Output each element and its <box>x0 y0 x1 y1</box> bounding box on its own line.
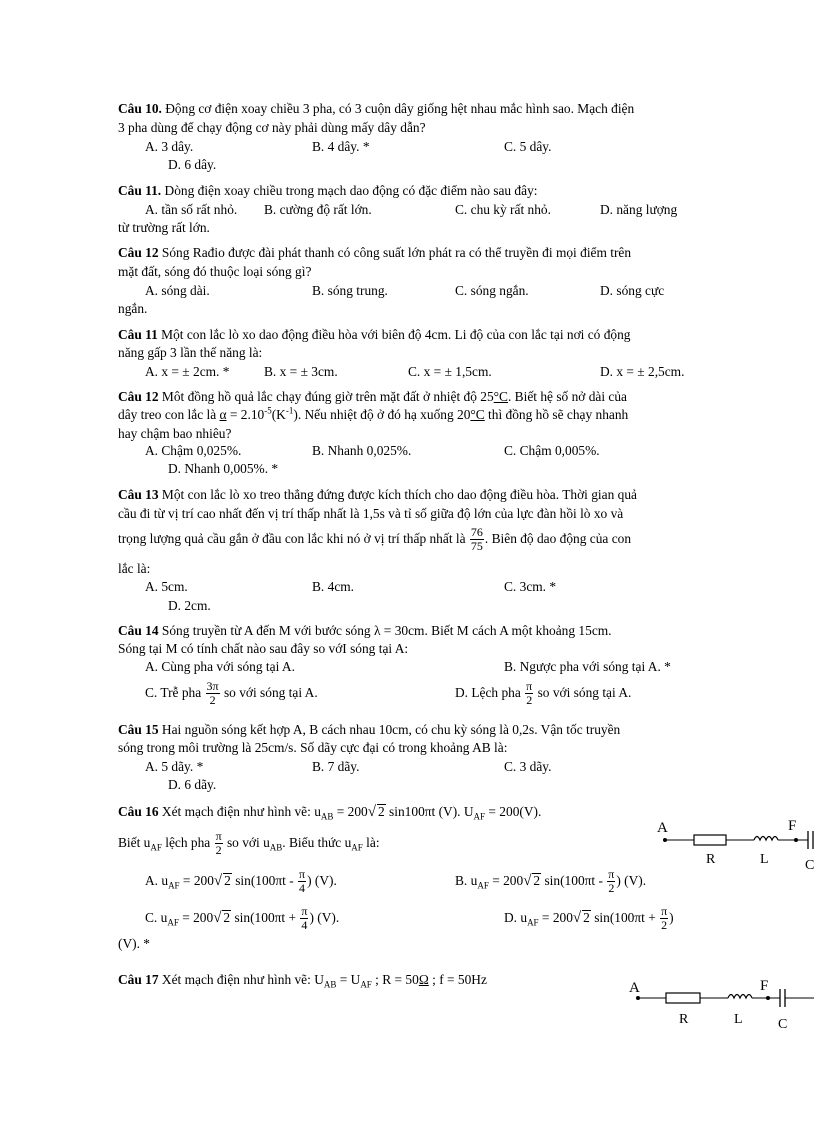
q16-t2d: . Biểu thức u <box>282 835 352 850</box>
q16-b-fraction <box>607 868 615 895</box>
q12b-t1b: . Biết hệ số nở dài của <box>507 389 627 404</box>
resistor-icon <box>694 835 726 845</box>
q11b-option-c: C. x = ± 1,5cm. <box>408 364 492 379</box>
q16-t2sub2: AB <box>269 842 283 853</box>
q16-line1 <box>118 804 541 820</box>
q15-text1: Hai nguồn sóng kết hợp A, B cách nhau 10cm, có chu kỳ sóng là 0,2s. Vận tốc truyền <box>158 722 621 737</box>
q15-option-a: A. 5 dãy. * <box>145 759 204 774</box>
q16-t2-fraction <box>215 830 223 857</box>
q16-d-den: 2 <box>661 918 668 933</box>
q12b-t1a: Môt đồng hồ quả lắc chạy đúng giờ trên mặt đất ở nhiệt độ 25 <box>158 389 494 404</box>
q16-t1sq: 2 <box>378 804 385 819</box>
sqrt-sign-icon: √ <box>523 873 532 889</box>
q12a-label: Câu 12 <box>118 245 159 260</box>
q14-option-b: B. Ngược pha với sóng tại A. * <box>504 659 671 674</box>
q12b-option-d: D. Nhanh 0,005%. * <box>168 461 279 476</box>
q12b-t2deg: °C <box>470 407 485 422</box>
q12b-option-a: A. Chậm 0,025%. <box>145 443 242 458</box>
circuit-label-c: C <box>805 858 815 873</box>
q15-option-b: B. 7 dãy. <box>312 759 360 774</box>
q15-option-d: D. 6 dãy. <box>168 777 217 792</box>
q16-c-b: = 200 <box>178 910 214 925</box>
q17-t1b: = U <box>336 972 361 987</box>
q11b-option-b: B. x = ± 3cm. <box>264 364 338 379</box>
q10-option-a: A. 3 dây. <box>145 139 194 154</box>
q11b-label: Câu 11 <box>118 327 158 342</box>
q17-t1a: Xét mạch điện như hình vẽ: U <box>158 972 324 987</box>
q10-line2: 3 pha dùng để chạy động cơ này phải dùng mấy dây dẫn? <box>118 120 426 135</box>
q12b-t1deg: °C <box>493 389 508 404</box>
q14-d2: so với sóng tại A. <box>534 685 632 700</box>
q14-line2: Sóng tại M có tính chất nào sau đây so vớI sóng tại A: <box>118 641 409 656</box>
q16-d-d: ) <box>669 910 674 925</box>
q12a-option-d: D. sóng cực <box>600 283 665 298</box>
q11a-option-b: B. cường độ rất lớn. <box>264 202 372 217</box>
circuit-label-r: R <box>679 1012 689 1027</box>
q15-option-c: C. 3 dãy. <box>504 759 552 774</box>
q14-text1: Sóng truyền từ A đến M với bước sóng λ = 30cm. Biết M cách A một khoảng 15cm. <box>158 623 612 638</box>
q14-label: Câu 14 <box>118 623 159 638</box>
sqrt-sign-icon: √ <box>367 804 376 820</box>
q16-t2e: là: <box>362 835 380 850</box>
q16-d-b: = 200 <box>538 910 573 925</box>
q14-c2: so với sóng tại A. <box>220 685 318 700</box>
q13-option-b: B. 4cm. <box>312 579 355 594</box>
circuit-diagram-q16 <box>650 815 816 875</box>
q16-d-pre: D. u <box>504 910 528 925</box>
q16-t2a: Biết u <box>118 835 151 850</box>
q16-a-d: ) (V). <box>307 873 337 888</box>
q13-option-c: C. 3cm. * <box>504 579 557 594</box>
q16-t1d: = 200(V). <box>485 804 542 819</box>
q11b-line1 <box>118 327 631 343</box>
q16-b-d: ) (V). <box>616 873 647 888</box>
circuit-label-f: F <box>760 978 769 994</box>
q12b-option-b: B. Nhanh 0,025%. <box>312 443 412 458</box>
sqrt-sign-icon: √ <box>213 873 223 889</box>
q16-c-num: π <box>301 904 308 919</box>
q16-d-sub: AF <box>527 917 539 928</box>
q15-line2: sóng trong môi trường là 25cm/s. Số dãy cực đại có trong khoảng AB là: <box>118 740 508 755</box>
q12b-line1 <box>118 389 627 405</box>
q10-option-c: C. 5 dây. <box>504 139 552 154</box>
q16-a-den: 4 <box>299 881 306 896</box>
circuit-label-r: R <box>706 852 716 867</box>
q16-b-b: = 200 <box>488 873 524 888</box>
q12b-alpha: α <box>219 407 227 422</box>
sqrt-sign-icon: √ <box>213 910 222 926</box>
q16-b-c: sin(100πt - <box>541 873 607 888</box>
q12b-t2d: ). Nếu nhiệt độ ở đó hạ xuống 20 <box>293 407 471 422</box>
q13-text1: Một con lắc lò xo treo thẳng đứng được kích thích cho dao động điều hòa. Thời gian quả <box>158 487 637 502</box>
q16-t2c: so với u <box>223 835 270 850</box>
q16-t2sub3: AF <box>351 842 363 853</box>
q11b-option-a: A. x = ± 2cm. * <box>145 364 230 379</box>
q16-a-pre: A. u <box>145 873 169 888</box>
q17-ohm: Ω <box>418 972 429 987</box>
q11b-option-d: D. x = ± 2,5cm. <box>600 364 685 379</box>
q16-a-fraction <box>298 868 306 895</box>
q12b-line2 <box>118 407 628 423</box>
q13-option-a: A. 5cm. <box>145 579 188 594</box>
q13-fraction-den: 75 <box>470 539 483 554</box>
circuit-diagram-q17 <box>622 975 816 1037</box>
q15-line1 <box>118 722 620 738</box>
q13-option-d: D. 2cm. <box>168 598 211 613</box>
q16-t1a: Xét mạch điện như hình vẽ: u <box>158 804 321 819</box>
q16-b-sub: AF <box>477 880 489 891</box>
q16-c-sq: 2 <box>223 910 231 925</box>
q16-b-den: 2 <box>608 881 615 896</box>
q12b-t2b: = 2.10 <box>226 407 265 422</box>
q17-t1d: ; f = 50Hz <box>428 972 487 987</box>
sqrt-sign-icon: √ <box>572 910 582 926</box>
q14-line1 <box>118 623 612 639</box>
q10-label: Câu 10. <box>118 101 162 116</box>
q16-a-sub: AF <box>168 880 180 891</box>
q14-c-num: 3π <box>206 679 219 694</box>
q12b-label: Câu 12 <box>118 389 159 404</box>
q16-option-b <box>455 866 646 896</box>
q17-t1c: ; R = 50 <box>371 972 419 987</box>
q17-t1sub2: AF <box>360 979 372 990</box>
inductor-icon <box>754 837 778 841</box>
q12b-exp: -5 <box>264 405 272 416</box>
q13-t3b: . Biên độ dao động của con <box>484 531 632 546</box>
q14-c-fraction <box>206 680 220 707</box>
q17-line1 <box>118 972 487 988</box>
q16-t2sub: AF <box>150 842 162 853</box>
q11b-text1: Một con lắc lò xo dao động điều hòa với biên độ 4cm. Li độ của con lắc tại nơi có động <box>157 327 631 342</box>
q13-fraction <box>470 526 484 553</box>
q10-option-b: B. 4 dây. * <box>312 139 370 154</box>
q16-t1c: sin100πt (V). U <box>385 804 474 819</box>
q17-label: Câu 17 <box>118 972 159 987</box>
q12b-option-c: C. Chậm 0,005%. <box>504 443 600 458</box>
q12a-cont: ngắn. <box>118 301 148 316</box>
q13-line1 <box>118 487 637 503</box>
q13-line3 <box>118 524 631 554</box>
q10-option-d: D. 6 dây. <box>168 157 217 172</box>
q12b-t2e: thì đồng hồ sẽ chạy nhanh <box>484 407 629 422</box>
q12a-option-c: C. sóng ngắn. <box>455 283 529 298</box>
q16-c-sub: AF <box>167 917 179 928</box>
q14-d-fraction <box>525 680 533 707</box>
q11a-line1 <box>118 183 538 199</box>
q11a-option-d: D. năng lượng <box>600 202 678 217</box>
q12a-option-a: A. sóng dài. <box>145 283 210 298</box>
q16-t2-num: π <box>215 829 222 844</box>
q13-t3a: trọng lượng quả cầu gắn ở đầu con lắc khi nó ở vị trí thấp nhất là <box>118 531 469 546</box>
q16-d-num: π <box>661 904 668 919</box>
q15-label: Câu 15 <box>118 722 159 737</box>
q16-b-sq: 2 <box>533 873 541 888</box>
q13-fraction-num: 76 <box>470 525 483 540</box>
resistor-icon <box>666 993 700 1003</box>
q16-t1b: = 200 <box>333 804 368 819</box>
q16-option-a <box>145 866 337 896</box>
q14-option-a: A. Cùng pha với sóng tại A. <box>145 659 295 674</box>
q13-line4: lắc là: <box>118 561 151 576</box>
q16-c-fraction <box>300 905 308 932</box>
q16-c-pre: C. u <box>145 910 168 925</box>
circuit-label-a: A <box>657 820 668 836</box>
q10-line1 <box>118 101 634 117</box>
circuit-label-l: L <box>760 852 769 867</box>
q12a-line1 <box>118 245 631 261</box>
q13-label: Câu 13 <box>118 487 159 502</box>
q16-t1sub: AB <box>320 811 334 822</box>
q12b-t2c: (K <box>271 407 286 422</box>
q11a-text1: Dòng điện xoay chiều trong mạch dao động có đặc điểm nào sau đây: <box>161 183 538 198</box>
q13-line2: cầu đi từ vị trí cao nhất đến vị trí thấp nhất là 1,5s và tỉ số giữa độ lớn của lực đàn hồi lò xo và <box>118 506 624 521</box>
circuit-label-c: C <box>778 1017 788 1032</box>
q16-option-c <box>145 903 339 933</box>
q11a-option-a: A. tần số rất nhỏ. <box>145 202 238 217</box>
q16-b-pre: B. u <box>455 873 478 888</box>
q16-b-num: π <box>608 867 615 882</box>
q16-a-num: π <box>299 867 306 882</box>
q16-line2 <box>118 828 380 858</box>
q12b-line3: hay chậm bao nhiêu? <box>118 426 232 441</box>
q16-t2-den: 2 <box>215 843 222 858</box>
circuit-label-a: A <box>629 980 640 996</box>
q16-t2b: lệch pha <box>161 835 214 850</box>
q16-d-c: sin(100πt + <box>590 910 660 925</box>
q11b-line2: năng gấp 3 lần thế năng là: <box>118 345 263 360</box>
q14-c1: C. Trễ pha <box>145 685 205 700</box>
q16-a-b: = 200 <box>179 873 214 888</box>
q11a-option-c: C. chu kỳ rất nhỏ. <box>455 202 551 217</box>
q16-label: Câu 16 <box>118 804 159 819</box>
q16-a-c: sin(100πt - <box>231 873 298 888</box>
circuit-label-l: L <box>734 1012 743 1027</box>
q12a-text1: Sóng Rađio được đài phát thanh có công suất lớn phát ra có thể truyền đi mọi điểm trên <box>158 245 632 260</box>
q16-c-d: ) (V). <box>309 910 340 925</box>
q12a-option-b: B. sóng trung. <box>312 283 388 298</box>
q14-d-num: π <box>526 679 533 694</box>
q16-c-c: sin(100πt + <box>231 910 300 925</box>
circuit-label-f: F <box>788 818 797 834</box>
q14-option-d <box>455 678 631 708</box>
q11a-label: Câu 11. <box>118 183 162 198</box>
q14-option-c <box>145 678 318 708</box>
q14-d1: D. Lệch pha <box>455 685 525 700</box>
q12a-line2: mặt đất, sóng đó thuộc loại sóng gì? <box>118 264 312 279</box>
q17-t1sub: AB <box>323 979 337 990</box>
q16-tail: (V). * <box>118 936 150 951</box>
q11a-cont: từ trường rất lớn. <box>118 220 210 235</box>
q16-d-sq: 2 <box>583 910 590 925</box>
q16-option-d <box>504 903 674 933</box>
q16-t1sub2: AF <box>473 811 486 822</box>
q12b-t2a: dây treo con lắc là <box>118 407 220 422</box>
q12b-exp2: -1 <box>285 405 294 416</box>
q10-text1: Động cơ điện xoay chiều 3 pha, có 3 cuộn dây giống hệt nhau mắc hình sao. Mạch điện <box>161 101 635 116</box>
q16-a-sq: 2 <box>224 873 231 888</box>
q16-c-den: 4 <box>301 918 308 933</box>
q16-d-fraction <box>660 905 668 932</box>
q14-c-den: 2 <box>209 693 216 708</box>
inductor-icon <box>728 995 752 999</box>
q14-d-den: 2 <box>526 693 533 708</box>
